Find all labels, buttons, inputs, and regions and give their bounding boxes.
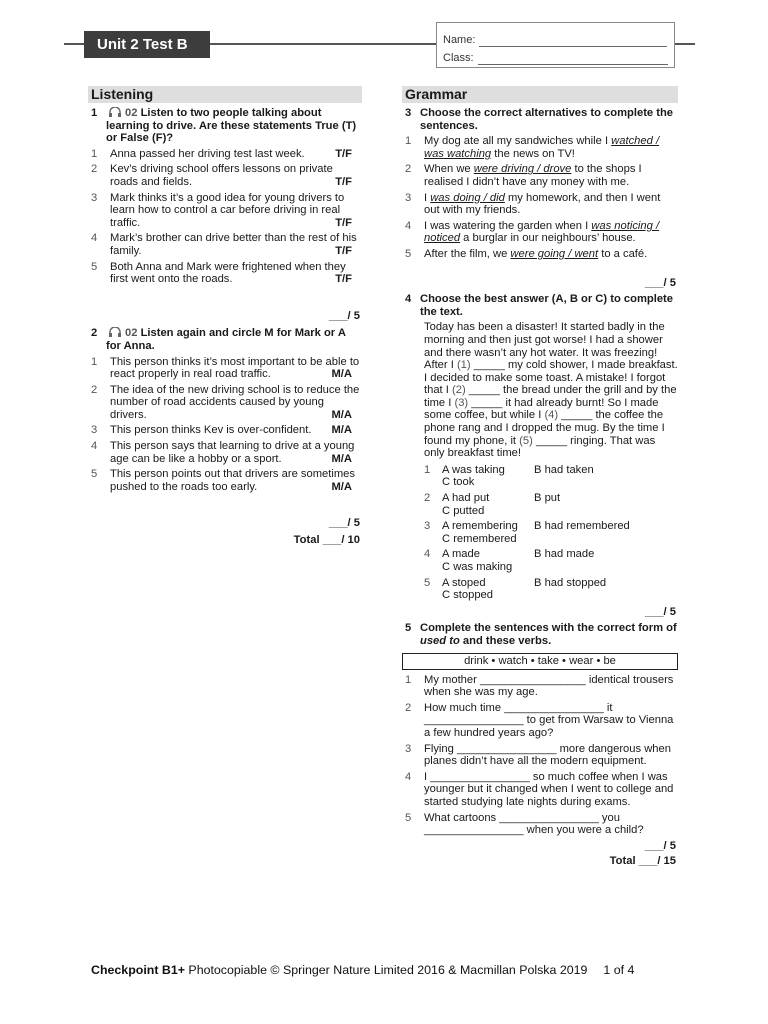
item-number: 2	[405, 701, 412, 714]
footer	[91, 964, 634, 977]
option-group	[402, 492, 678, 517]
item-number: 3	[405, 191, 412, 204]
list-item	[402, 163, 678, 188]
option-c[interactable]: C was making	[442, 561, 513, 573]
class-label: Class:	[443, 52, 474, 65]
answer-choice[interactable]: M/A	[331, 368, 352, 381]
passage-text: Today has been a disaster! It started badly in the morning and then just got worse! I had a shower and there wasn’t any hot water. It was freezing! After I	[424, 321, 665, 372]
item-text: This person points out that drivers are sometimes pushed to the roads too early.	[110, 468, 355, 493]
list-item	[88, 192, 362, 230]
list-item	[402, 743, 678, 768]
item-text-end: to a café.	[598, 247, 648, 260]
option-c[interactable]: C stopped	[442, 589, 493, 602]
item-number: 3	[91, 191, 98, 204]
name-row	[443, 29, 674, 47]
item-text: The idea of the new driving school is to reduce the number of road accidents caused by young drivers.	[110, 383, 360, 421]
item-number: 4	[405, 219, 412, 232]
task-instruction: Choose the best answer (A, B or C) to complete the text.	[420, 293, 673, 318]
option-a[interactable]: A stoped	[442, 576, 486, 589]
gap-number: (2)	[452, 384, 466, 397]
task-2-score: ___/ 5	[328, 517, 360, 530]
option-group	[402, 548, 678, 573]
passage-text: _____ the bread under the grill and by the time I	[424, 384, 677, 409]
class-field[interactable]	[478, 53, 668, 65]
alternatives-choice[interactable]: was noticing / noticed	[424, 219, 660, 245]
item-text: Both Anna and Mark were frightened when they first went onto the roads.	[110, 260, 346, 286]
item-number: 5	[91, 468, 98, 481]
item-number: 1	[91, 355, 98, 368]
item-text: My dog ate all my sandwiches while I	[424, 135, 612, 148]
list-item	[402, 702, 678, 740]
item-text: After the film, we	[424, 247, 511, 260]
option-group	[402, 577, 678, 602]
task-number: 2	[91, 327, 98, 340]
answer-choice[interactable]: M/A	[331, 424, 352, 437]
task-3-score: ___/ 5	[644, 276, 676, 289]
task-number: 4	[405, 293, 412, 306]
option-a[interactable]: A had put	[442, 492, 490, 505]
answer-choice[interactable]: T/F	[335, 147, 352, 160]
list-item	[88, 384, 362, 422]
headphones-icon	[108, 107, 122, 117]
item-number: 2	[91, 163, 98, 176]
option-b[interactable]: B had stopped	[534, 576, 607, 589]
task-instruction: Listen to two people talking about learning to drive. Are these statements True (T) or False (F)?	[106, 107, 357, 145]
task-1-header	[88, 107, 362, 145]
item-text-end: my homework, and then I went out with my friends.	[424, 191, 661, 217]
item-text: Flying ________________ more dangerous when planes didn’t have all the modern equipment.	[424, 742, 671, 768]
item-text: What cartoons ________________ you ________________ when you were a child?	[424, 811, 644, 837]
task-4-score: ___/ 5	[644, 605, 676, 618]
task-instruction: Listen again and circle M for Mark or A for Anna.	[106, 327, 346, 352]
name-class-box	[436, 22, 675, 68]
item-number: 3	[91, 424, 98, 437]
option-c[interactable]: C putted	[442, 504, 485, 517]
answer-choice[interactable]: M/A	[331, 408, 352, 421]
task-1-score: ___/ 5	[328, 309, 360, 322]
task-instruction-emphasis: used to	[420, 634, 460, 647]
gap-number: (4)	[544, 409, 559, 422]
list-item	[402, 192, 678, 217]
item-text: When we	[424, 163, 474, 176]
item-number: 2	[91, 383, 98, 396]
option-a[interactable]: A made	[442, 548, 480, 561]
answer-choice[interactable]: T/F	[335, 273, 352, 286]
passage-text: _____ the coffee the phone rang and I dropped the mug. By the time I found my phone, it	[424, 409, 665, 447]
item-number: 1	[405, 673, 412, 686]
task-number: 1	[91, 107, 98, 119]
list-item	[402, 674, 678, 699]
answer-choice[interactable]: T/F	[335, 244, 352, 257]
task-instruction: Complete the sentences with the correct form of	[420, 622, 677, 635]
answer-choice[interactable]: T/F	[335, 216, 352, 229]
task-2-header	[88, 327, 362, 352]
list-item	[88, 424, 362, 437]
page-number: 1 of 4	[603, 963, 635, 977]
track-number: 02	[125, 327, 138, 340]
task-3-header	[402, 107, 678, 132]
reading-passage	[402, 321, 678, 460]
alternatives-choice[interactable]: were going / went	[510, 247, 599, 260]
item-number: 1	[91, 147, 98, 160]
passage-text: _____ ringing. That was only breakfast time!	[424, 434, 656, 460]
list-item	[402, 135, 678, 160]
word-box: drink • watch • take • wear • be	[402, 653, 678, 670]
list-item	[402, 771, 678, 809]
item-number: 4	[91, 232, 98, 245]
answer-choice[interactable]: M/A	[331, 480, 352, 493]
option-b[interactable]: B had remembered	[534, 520, 630, 533]
class-row	[443, 47, 674, 65]
unit-title: Unit 2 Test B	[84, 31, 210, 58]
task-number: 5	[405, 622, 412, 635]
item-number: 5	[91, 260, 98, 273]
list-item	[88, 468, 362, 493]
item-number: 5	[405, 247, 412, 260]
listening-total: Total ___/ 10	[293, 534, 360, 547]
passage-text: _____ my cold shower, I made breakfast. I decided to make some toast. A mistake! I forgot that I	[424, 359, 678, 397]
list-item	[88, 440, 362, 465]
list-item	[88, 261, 362, 286]
grammar-total: Total ___/ 15	[609, 855, 676, 868]
option-c[interactable]: C remembered	[442, 532, 517, 545]
task-4-header	[402, 293, 678, 318]
task-number: 3	[405, 107, 412, 119]
passage-text: _____ it had already burnt! So I made some coffee, but while I	[424, 396, 659, 422]
option-number: 2	[424, 492, 431, 505]
option-b[interactable]: B had taken	[534, 463, 594, 476]
item-text: I	[424, 191, 431, 204]
alternatives-choice[interactable]: was doing / did	[430, 191, 505, 204]
alternatives-choice[interactable]: were driving / drove	[473, 163, 572, 176]
task-instruction-end: and these verbs.	[459, 634, 552, 647]
item-number: 4	[91, 440, 98, 453]
option-a[interactable]: A remembering	[442, 520, 518, 533]
option-a[interactable]: A was taking	[442, 463, 505, 476]
track-number: 02	[125, 107, 138, 119]
list-item	[402, 220, 678, 245]
item-text: Mark’s brother can drive better than the rest of his family.	[110, 232, 357, 257]
name-field[interactable]	[479, 35, 667, 47]
name-label: Name:	[443, 34, 476, 47]
task-5-header	[402, 622, 678, 647]
task-5-score: ___/ 5	[644, 839, 676, 852]
listening-heading: Listening	[88, 86, 362, 103]
footer-brand: Checkpoint B1+	[91, 963, 185, 977]
item-text: Kev’s driving school offers lessons on private roads and fields.	[110, 163, 333, 188]
option-c[interactable]: C took	[442, 476, 475, 489]
gap-number: (5)	[519, 434, 533, 447]
item-text: How much time ________________ it ________________ to get from Warsaw to Vienna a few hundred years ago?	[424, 701, 674, 739]
option-number: 3	[424, 520, 431, 533]
item-number: 3	[405, 742, 412, 755]
item-number: 1	[405, 135, 412, 148]
item-text: Anna passed her driving test last week.	[110, 147, 305, 160]
item-text: This person thinks Kev is over-confident.	[110, 424, 312, 437]
grammar-heading: Grammar	[402, 86, 678, 103]
answer-choice[interactable]: M/A	[331, 452, 352, 465]
item-text-end: to the shops I realised I didn’t have any money with me.	[424, 163, 642, 188]
option-group	[402, 464, 678, 489]
listening-column	[88, 86, 362, 547]
item-text: Mark thinks it’s a good idea for young drivers to learn how to control a car before driving in real traffic.	[110, 191, 345, 229]
item-text-end: a burglar in our neighbours’ house.	[460, 232, 636, 245]
gap-number: (3)	[454, 396, 469, 409]
option-b[interactable]: B had made	[534, 548, 595, 561]
item-text-end: the news on TV!	[491, 147, 575, 160]
item-number: 2	[405, 163, 412, 176]
headphones-icon	[108, 327, 122, 337]
item-number: 5	[405, 811, 412, 824]
gap-number: (1)	[456, 359, 471, 372]
item-text: I ________________ so much coffee when I was younger but it changed when I went to college and started studying late nights during exams.	[424, 770, 674, 808]
list-item	[88, 163, 362, 188]
option-number: 4	[424, 548, 431, 561]
task-instruction: Choose the correct alternatives to complete the sentences.	[420, 107, 674, 132]
list-item	[88, 232, 362, 257]
option-number: 5	[424, 576, 431, 589]
option-group	[402, 520, 678, 545]
item-text: This person says that learning to drive at a young age can be like a hobby or a sport.	[110, 440, 355, 465]
list-item	[88, 148, 362, 161]
item-text: I was watering the garden when I	[424, 219, 592, 232]
alternatives-choice[interactable]: watched / was watching	[424, 135, 660, 160]
answer-choice[interactable]: T/F	[335, 175, 352, 188]
grammar-column	[402, 86, 678, 868]
item-text: This person thinks it’s most important to be able to react properly in real road traffic.	[110, 355, 360, 381]
item-text: My mother _________________ identical trousers when she was my age.	[424, 673, 674, 699]
option-number: 1	[424, 463, 431, 476]
item-number: 4	[405, 770, 412, 783]
list-item	[402, 248, 678, 261]
option-b[interactable]: B put	[534, 492, 561, 505]
footer-copyright: Photocopiable © Springer Nature Limited 2016 & Macmillan Polska 2019	[184, 963, 588, 977]
list-item	[88, 356, 362, 381]
list-item	[402, 812, 678, 837]
